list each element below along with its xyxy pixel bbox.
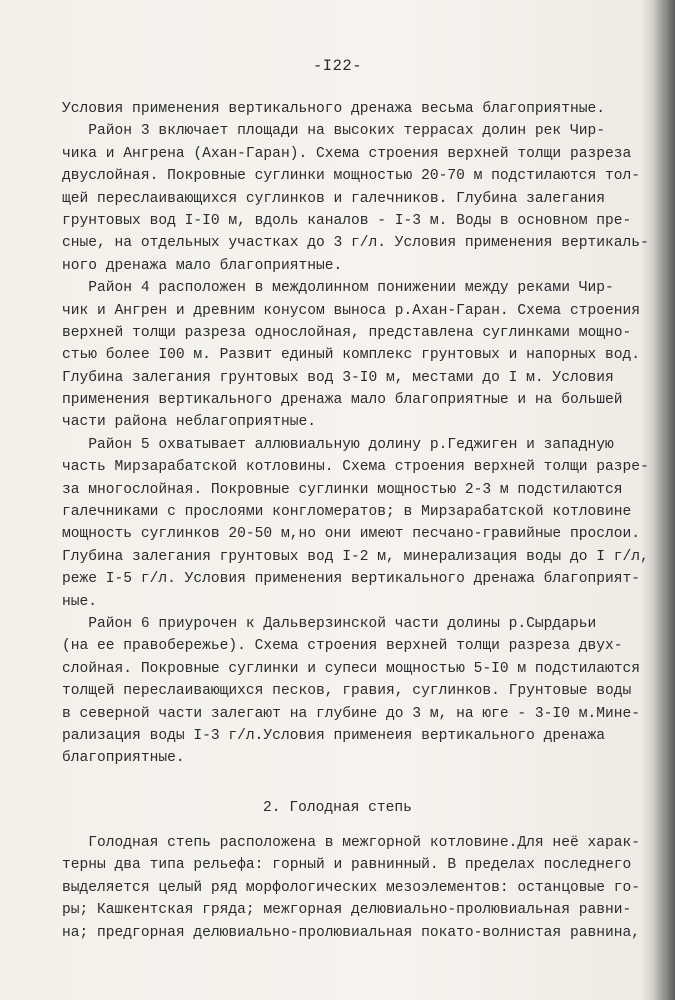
text-line: галечниками с прослоями конгломератов; в Мирзарабатской котловине [62,504,632,521]
section-heading: 2. Голодная степь [263,800,412,816]
text-line: щей переслаивающихся суглинков и галечников. Глубина залегания [62,190,605,207]
text-line: благоприятные. [62,750,185,767]
text-line: Голодная степь расположена в межгорной котловине.Для неё харак- [62,835,641,851]
text-line: Глубина залегания грунтовых вод 3-I0 м, местами до I м. Условия [62,369,614,386]
page-number: -I22- [312,57,362,75]
text-line: ры; Кашкентская гряда; межгорная делювиально-пролювиальная равни- [62,902,632,919]
text-line: применения вертикального дренажа мало благоприятные и на большей [62,392,623,409]
body-text-bottom [62,832,672,944]
text-line: терны два типа рельефа: горный и равнинный. В пределах последнего [62,857,632,874]
text-line: ного дренажа мало благоприятные. [62,257,343,274]
text-line: мощность суглинков 20-50 м,но они имеют песчано-гравийные прослои. [62,526,641,543]
text-line: Район 6 приурочен к Дальверзинской части долины р.Сырдарьи [62,615,597,632]
text-line: Район 4 расположен в междолинном понижении между реками Чир- [62,280,614,297]
text-line: грунтовых вод I-I0 м, вдоль каналов - I-3 м. Воды в основном пре- [62,212,632,229]
text-line: стью более I00 м. Развит единый комплекс грунтовых и напорных вод. [62,347,641,364]
text-line: Район 3 включает площади на высоких террасах долин рек Чир- [62,123,605,140]
text-line: часть Мирзарабатской котловины. Схема строения верхней толщи разре- [62,459,649,476]
text-line: Условия применения вертикального дренажа весьма благоприятные. [62,101,605,117]
text-line: выделяется целый ряд морфологических мезоэлементов: останцовые го- [62,879,641,896]
text-line: на; предгорная делювиально-пролювиальная покато-волнистая равнина, [62,924,641,941]
text-line: Глубина залегания грунтовых вод I-2 м, минерализация воды до I г/л, [62,548,649,565]
text-line: чика и Ангрена (Ахан-Гаран). Схема строения верхней толщи разреза [62,145,632,162]
body-text-top [62,98,672,770]
text-line: слойная. Покровные суглинки и супеси мощностью 5-I0 м подстилаются [62,660,641,677]
text-line: двуслойная. Покровные суглинки мощностью 20-70 м подстилаются тол- [62,168,641,185]
text-line: чик и Ангрен и древним конусом выноса р.Ахан-Гаран. Схема строения [62,302,641,319]
text-line: за многослойная. Покровные суглинки мощностью 2-3 м подстилаются [62,481,623,498]
text-line: части района неблагоприятные. [62,414,316,431]
text-line: сные, на отдельных участках до 3 г/л. Условия применения вертикаль- [62,235,649,252]
text-line: в северной части залегают на глубине до 3 м, на юге - 3-I0 м.Мине- [62,705,641,722]
text-line: толщей переслаивающихся песков, гравия, суглинков. Грунтовые воды [62,683,632,700]
text-line: рализация воды I-3 г/л.Условия применеия вертикального дренажа [62,727,605,744]
text-line: (на ее правобережье). Схема строения верхней толщи разреза двух- [62,638,623,655]
text-line: реже I-5 г/л. Условия применения вертикального дренажа благоприят- [62,571,641,588]
text-line: Район 5 охватывает аллювиальную долину р.Геджиген и западную [62,436,614,453]
text-line: верхней толщи разреза однослойная, представлена суглинками мощно- [62,324,632,341]
text-line: ные. [62,593,98,610]
